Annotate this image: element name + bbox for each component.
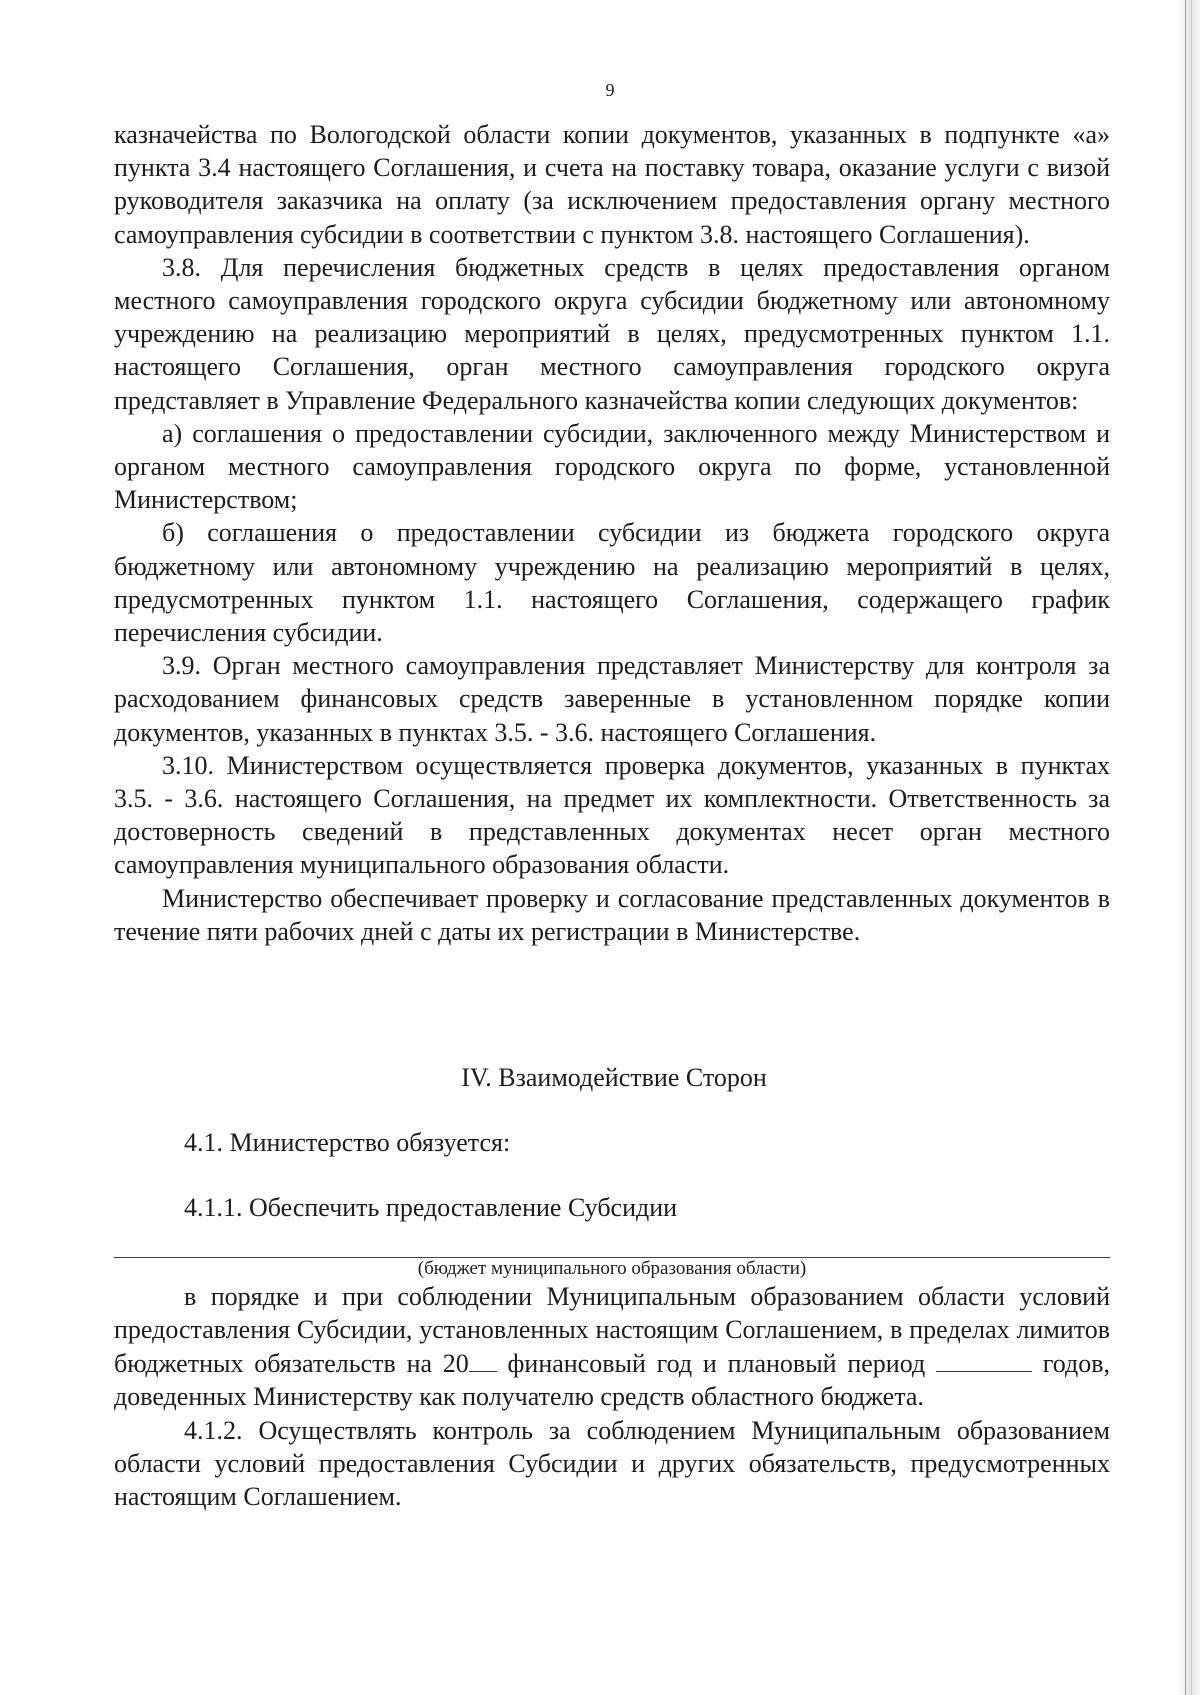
page-number: 9 (605, 80, 615, 100)
paragraph-ministry-check: Министерство обеспечивает проверку и согласование представленных документов в течение пяти рабочих дней с даты их регистрации в Министерстве. (114, 883, 1110, 946)
item-4-1-1: 4.1.1. Обеспечить предоставление Субсидии (184, 1193, 678, 1222)
paragraph-3-8-b: б) соглашения о предоставлении субсидии из бюджета городского округа бюджетному или автономному учреждению на реализацию мероприятий в целях, предусмотренных пунктом 1.1. настоящего Соглашения, содержащего график перечисления субсидии. (114, 518, 1110, 648)
paragraph-4-1-2: 4.1.2. Осуществлять контроль за соблюдением Муниципальным образованием области условий предоставления Субсидии и других обязательств, предусмотренных настоящим Соглашением. (114, 1415, 1110, 1512)
paragraph-3-8: 3.8. Для перечисления бюджетных средств в целях предоставления органом местного самоуправления городского округа субсидии бюджетному или автономному учреждению на реализацию мероприятий в целях, предусмотренных пунктом 1.1. настоящего Соглашения, орган местного самоуправления городского округа представляет в Управление Федерального казначейства копии следующих документов: (114, 252, 1110, 415)
tail-text-part3: годов, доведенных Министерству как получателю средств областного бюджета. (114, 1348, 1110, 1412)
tail-text-part1: в порядке и при соблюдении Муниципальным образованием области условий предоставления Субсидии, установленных настоящим Соглашением, в пределах лимитов бюджетных обязательств на 20 (114, 1282, 1110, 1378)
body-text (114, 118, 1110, 948)
year-blank (469, 1351, 497, 1372)
paragraph-3-10: 3.10. Министерством осуществляется проверка документов, указанных в пунктах 3.5. - 3.6. настоящего Соглашения, на предмет их комплектности. Ответственность за достоверность сведений в представленных документах несет орган местного самоуправления муниципального образования области. (114, 750, 1110, 880)
tail-text-part2: финансовый год и плановый период (496, 1348, 936, 1378)
scan-edge-shadow (1176, 0, 1200, 1695)
paragraph-3-9: 3.9. Орган местного самоуправления представляет Министерству для контроля за расходованием финансовых средств заверенные в установленном порядке копии документов, указанных в пунктах 3.5. - 3.6. настоящего Соглашения. (114, 651, 1110, 747)
fill-in-caption: (бюджет муниципального образования области) (417, 1258, 807, 1279)
paragraph-4-1-1-continuation (114, 1280, 1110, 1414)
section-4-text (114, 1280, 1110, 1514)
section-heading: IV. Взаимодействие Сторон (461, 1063, 767, 1092)
item-4-1: 4.1. Министерство обязуется: (184, 1128, 511, 1157)
period-blank (936, 1351, 1032, 1372)
paragraph-continuation: казначейства по Вологодской области копии документов, указанных в подпункте «а» пункта 3.4 настоящего Соглашения, и счета на поставку товара, оказание услуги с визой руководителя заказчика на оплату (за исключением предоставления органу местного самоуправления субсидии в соответствии с пунктом 3.8. настоящего Соглашения). (114, 120, 1110, 249)
paragraph-3-8-a: а) соглашения о предоставлении субсидии, заключенного между Министерством и органом местного самоуправления городского округа по форме, установленной Министерством; (114, 418, 1110, 515)
